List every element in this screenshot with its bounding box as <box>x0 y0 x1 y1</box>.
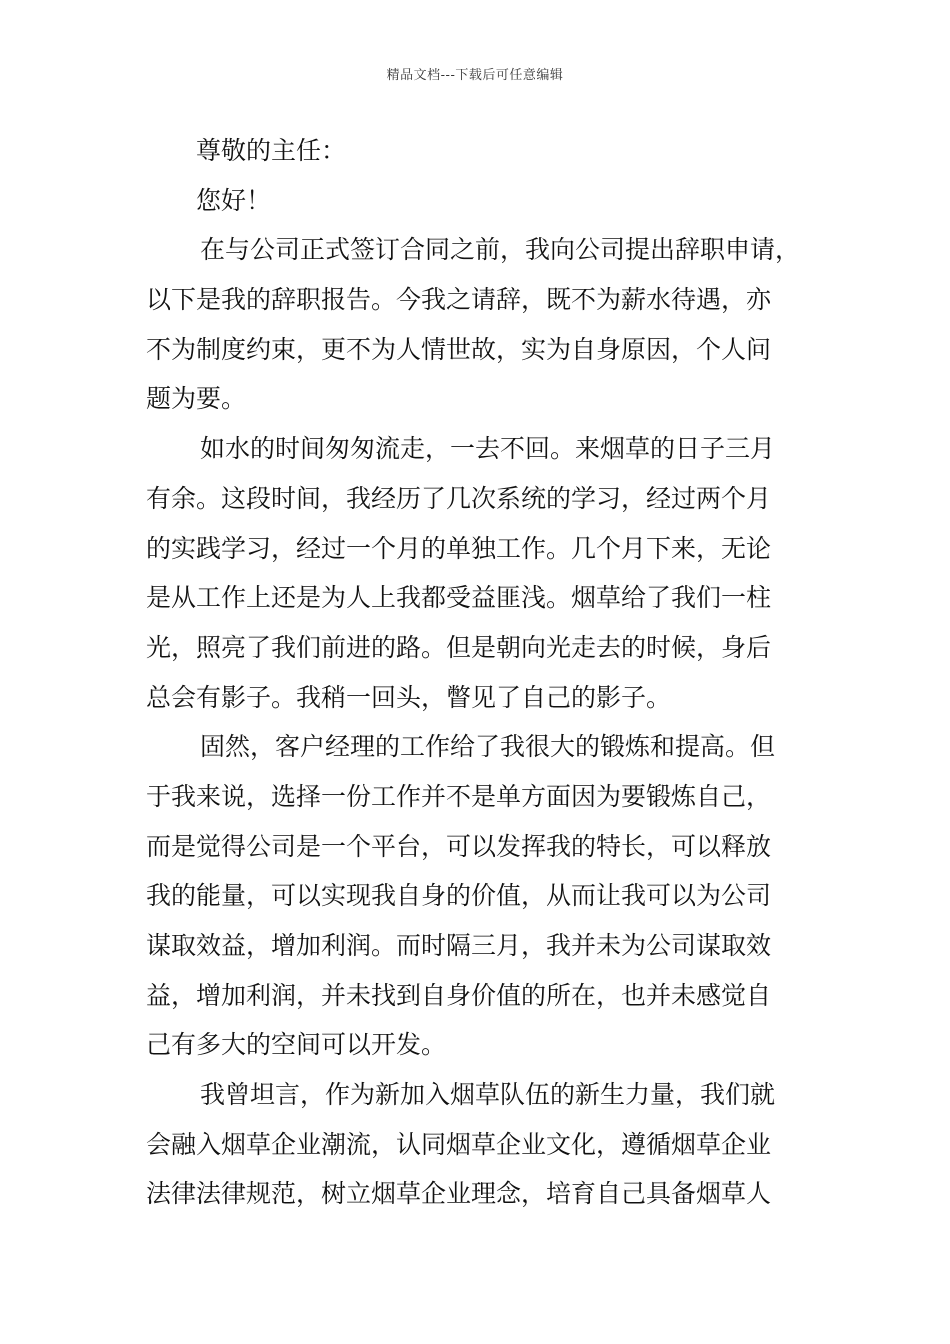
paragraph-line: 总会有影子。我稍一回头，瞥见了自己的影子。 <box>146 682 672 712</box>
paragraph-line: 于我来说，选择一份工作并不是单方面因为要锻炼自己， <box>146 781 772 811</box>
paragraph-line: 光，照亮了我们前进的路。但是朝向光走去的时候，身后 <box>146 632 772 662</box>
paragraph-line: 题为要。 <box>146 384 247 414</box>
paragraph-line: 如水的时间匆匆流走，一去不回。来烟草的日子三月 <box>200 434 776 464</box>
paragraph-line: 的实践学习，经过一个月的单独工作。几个月下来，无论 <box>146 533 772 563</box>
paragraph-line: 益，增加利润，并未找到自身价值的所在，也并未感觉自 <box>146 980 772 1010</box>
paragraph-line: 是从工作上还是为人上我都受益匪浅。烟草给了我们一柱 <box>146 583 772 613</box>
paragraph-line: 以下是我的辞职报告。今我之请辞，既不为薪水待遇，亦 <box>146 285 772 315</box>
paragraph-2 <box>146 424 818 722</box>
paragraph-line: 会融入烟草企业潮流，认同烟草企业文化，遵循烟草企业 <box>146 1129 772 1159</box>
paragraph-line: 谋取效益，增加利润。而时隔三月，我并未为公司谋取效 <box>146 931 772 960</box>
paragraph-line: 在与公司正式签订合同之前，我向公司提出辞职申请， <box>200 235 801 265</box>
paragraph-line: 我的能量，可以实现我自身的价值，从而让我可以为公司 <box>146 881 772 911</box>
paragraph-line: 固然，客户经理的工作给了我很大的锻炼和提高。但 <box>200 732 776 762</box>
paragraph-1 <box>146 225 818 424</box>
paragraph-4 <box>146 1070 818 1219</box>
paragraph-line: 有余。这段时间，我经历了几次系统的学习，经过两个月 <box>146 483 772 513</box>
paragraph-line: 己有多大的空间可以开发。 <box>146 1030 447 1060</box>
salutation: 尊敬的主任： <box>196 136 347 165</box>
paragraph-line: 不为制度约束，更不为人情世故，实为自身原因，个人问 <box>146 334 772 364</box>
paragraph-line: 我曾坦言，作为新加入烟草队伍的新生力量，我们就 <box>200 1080 776 1110</box>
greeting: 您好！ <box>196 185 272 215</box>
paragraph-3 <box>146 722 818 1070</box>
page-header: 精品文档---下载后可任意编辑 <box>386 68 564 83</box>
paragraph-line: 法律法律规范，树立烟草企业理念，培育自己具备烟草人 <box>146 1179 772 1209</box>
letter-body <box>146 126 818 1219</box>
paragraph-line: 而是觉得公司是一个平台，可以发挥我的特长，可以释放 <box>146 831 772 861</box>
